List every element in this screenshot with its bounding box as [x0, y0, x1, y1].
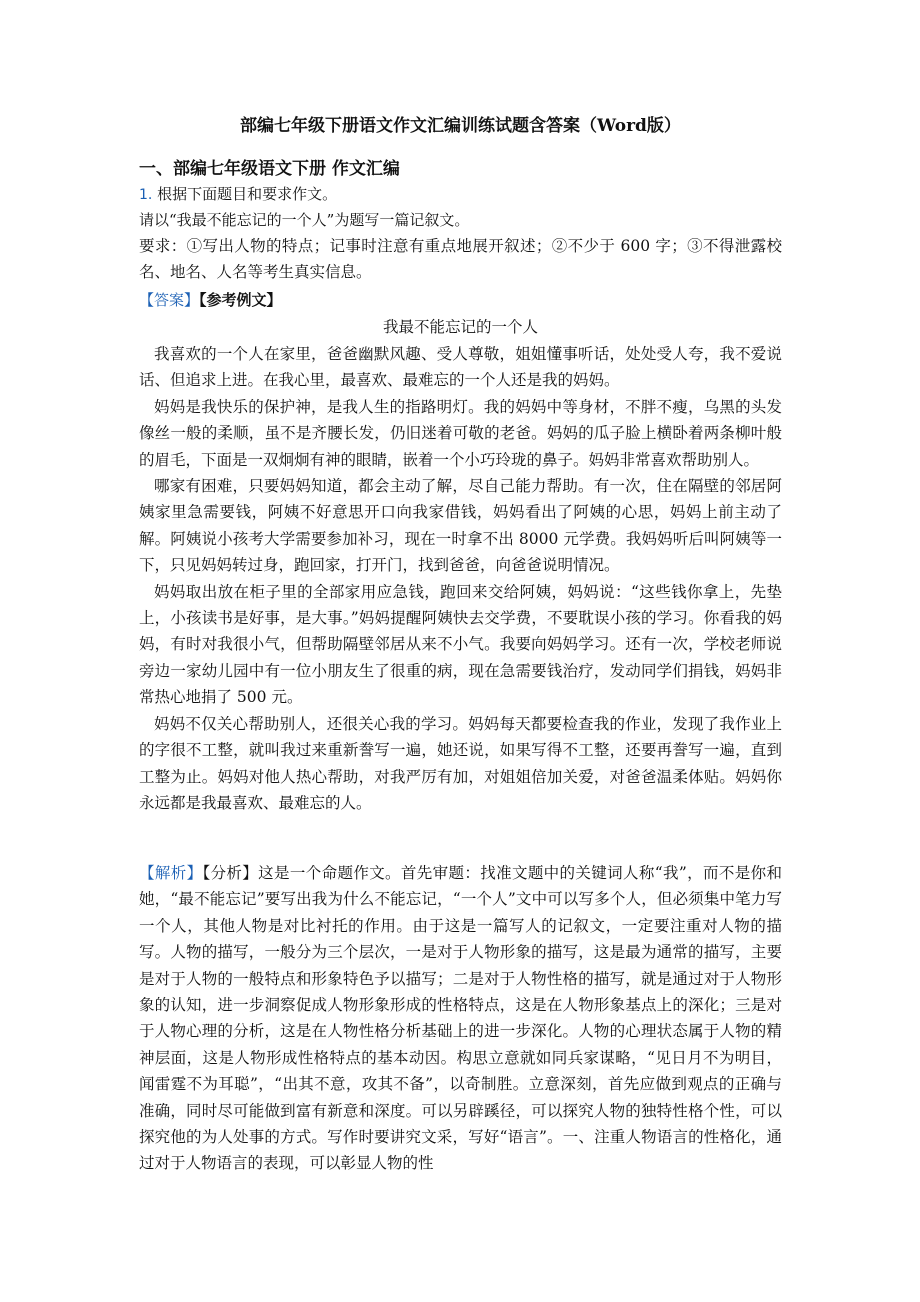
question-task: 请以“我最不能忘记的一个人”为题写一篇记叙文。 [139, 211, 470, 229]
analysis-text: 这是一个命题作文。首先审题：找准文题中的关键词人称“我”，而不是你和她，“最不能忘记”要写出我为什么不能忘记，“一个人”文中可以写多个人，但必须集中笔力写一个人，其他人物是对比衬托的作用。由于这是一篇写人的记叙文，一定要注重对人物的描写。人物的描写，一般分为三个层次，一是对于人物形象的描写，这是最为通常的描写，主要是对于人物的一般特点和形象特色予以描写；二是对于人物性格的描写，就是通过对于人物形象的认知，进一步洞察促成人物形象形成的性格特点，这是在人物形象基点上的深化；三是对于人物心理的分析，这是在人物性格分析基础上的进一步深化。人物的心理状态属于人物的精神层面，这是人物形成性格特点的基本动因。构思立意就如同兵家谋略，“见日月不为明目，闻雷霆不为耳聪”，“出其不意，攻其不备”，以奇制胜。立意深刻，首先应做到观点的正确与准确，同时尽可能做到富有新意和深度。可以另辟蹊径，可以探究人物的独特性格个性，可以探究他的为人处事的方式。写作时要讲究文采，写好“语言”。一、注重人物语言的性格化，通过对于人物语言的表现，可以彰显人物的性 [139, 864, 782, 1173]
essay-paragraph: 妈妈取出放在柜子里的全部家用应急钱，跑回来交给阿姨，妈妈说：“这些钱你拿上，先垫上，小孩读书是好事，是大事。”妈妈提醒阿姨快去交学费，不要耽误小孩的学习。你看我的妈妈，有时对我很小气，但帮助隔壁邻居从来不小气。我要向妈妈学习。还有一次，学校老师说旁边一家幼儿园中有一位小朋友生了很重的病，现在急需要钱治疗，发动同学们捐钱，妈妈非常热心地捐了 500 元。 [139, 582, 782, 707]
essay-paragraph: 我喜欢的一个人在家里，爸爸幽默风趣、受人尊敬，姐姐懂事听话，处处受人夸，我不爱说话、但追求上进。在我心里，最喜欢、最难忘的一个人还是我的妈妈。 [139, 345, 782, 390]
analysis-paragraph [139, 860, 782, 1177]
analysis-subtag: 【分析】 [202, 864, 259, 882]
reference-tag: 【参考例文】 [199, 291, 282, 309]
question-requirements [139, 233, 782, 286]
answer-tag: 【答案】 [139, 291, 200, 309]
essay-body [139, 341, 782, 816]
analysis-section [139, 860, 782, 1177]
essay-paragraph: 妈妈是我快乐的保护神，是我人生的指路明灯。我的妈妈中等身材，不胖不瘦，乌黑的头发像丝一般的柔顺，虽不是齐腰长发，仍旧迷着可敬的老爸。妈妈的瓜子脸上横卧着两条柳叶般的眉毛，下面是一双炯炯有神的眼睛，嵌着一个小巧玲珑的鼻子。妈妈非常喜欢帮助别人。 [139, 397, 782, 469]
question-number: 1. [139, 187, 153, 203]
requirements-text: 要求：①写出人物的特点；记事时注意有重点地展开叙述；②不少于 600 字；③不得泄露校名、地名、人名等考生真实信息。 [139, 237, 782, 282]
question-prompt: 根据下面题目和要求作文。 [157, 185, 338, 203]
essay-paragraph: 妈妈不仅关心帮助别人，还很关心我的学习。妈妈每天都要检查我的作业，发现了我作业上的字很不工整，就叫我过来重新誊写一遍，她还说，如果写得不工整，还要再誊写一遍，直到工整为止。妈妈对他人热心帮助，对我严厉有加，对姐姐倍加关爱，对爸爸温柔体贴。妈妈你永远都是我最喜欢、最难忘的人。 [139, 714, 782, 812]
answer-line [139, 289, 282, 311]
document-title: 部编七年级下册语文作文汇编训练试题含答案（Word版） [240, 116, 681, 136]
essay-title: 我最不能忘记的一个人 [382, 318, 538, 336]
analysis-tag: 【解析】 [139, 864, 203, 882]
essay-paragraph: 哪家有困难，只要妈妈知道，都会主动了解，尽自己能力帮助。有一次，住在隔壁的邻居阿姨家里急需要钱，阿姨不好意思开口向我家借钱，妈妈看出了阿姨的心思，妈妈上前主动了解。阿姨说小孩考大学需要参加补习，现在一时拿不出 8000 元学费。我妈妈听后叫阿姨等一下，只见妈妈转过身，跑回家，打开门，找到爸爸，向爸爸说明情况。 [139, 477, 782, 575]
question-line [139, 183, 337, 206]
section-heading: 一、部编七年级语文下册 作文汇编 [139, 159, 400, 179]
